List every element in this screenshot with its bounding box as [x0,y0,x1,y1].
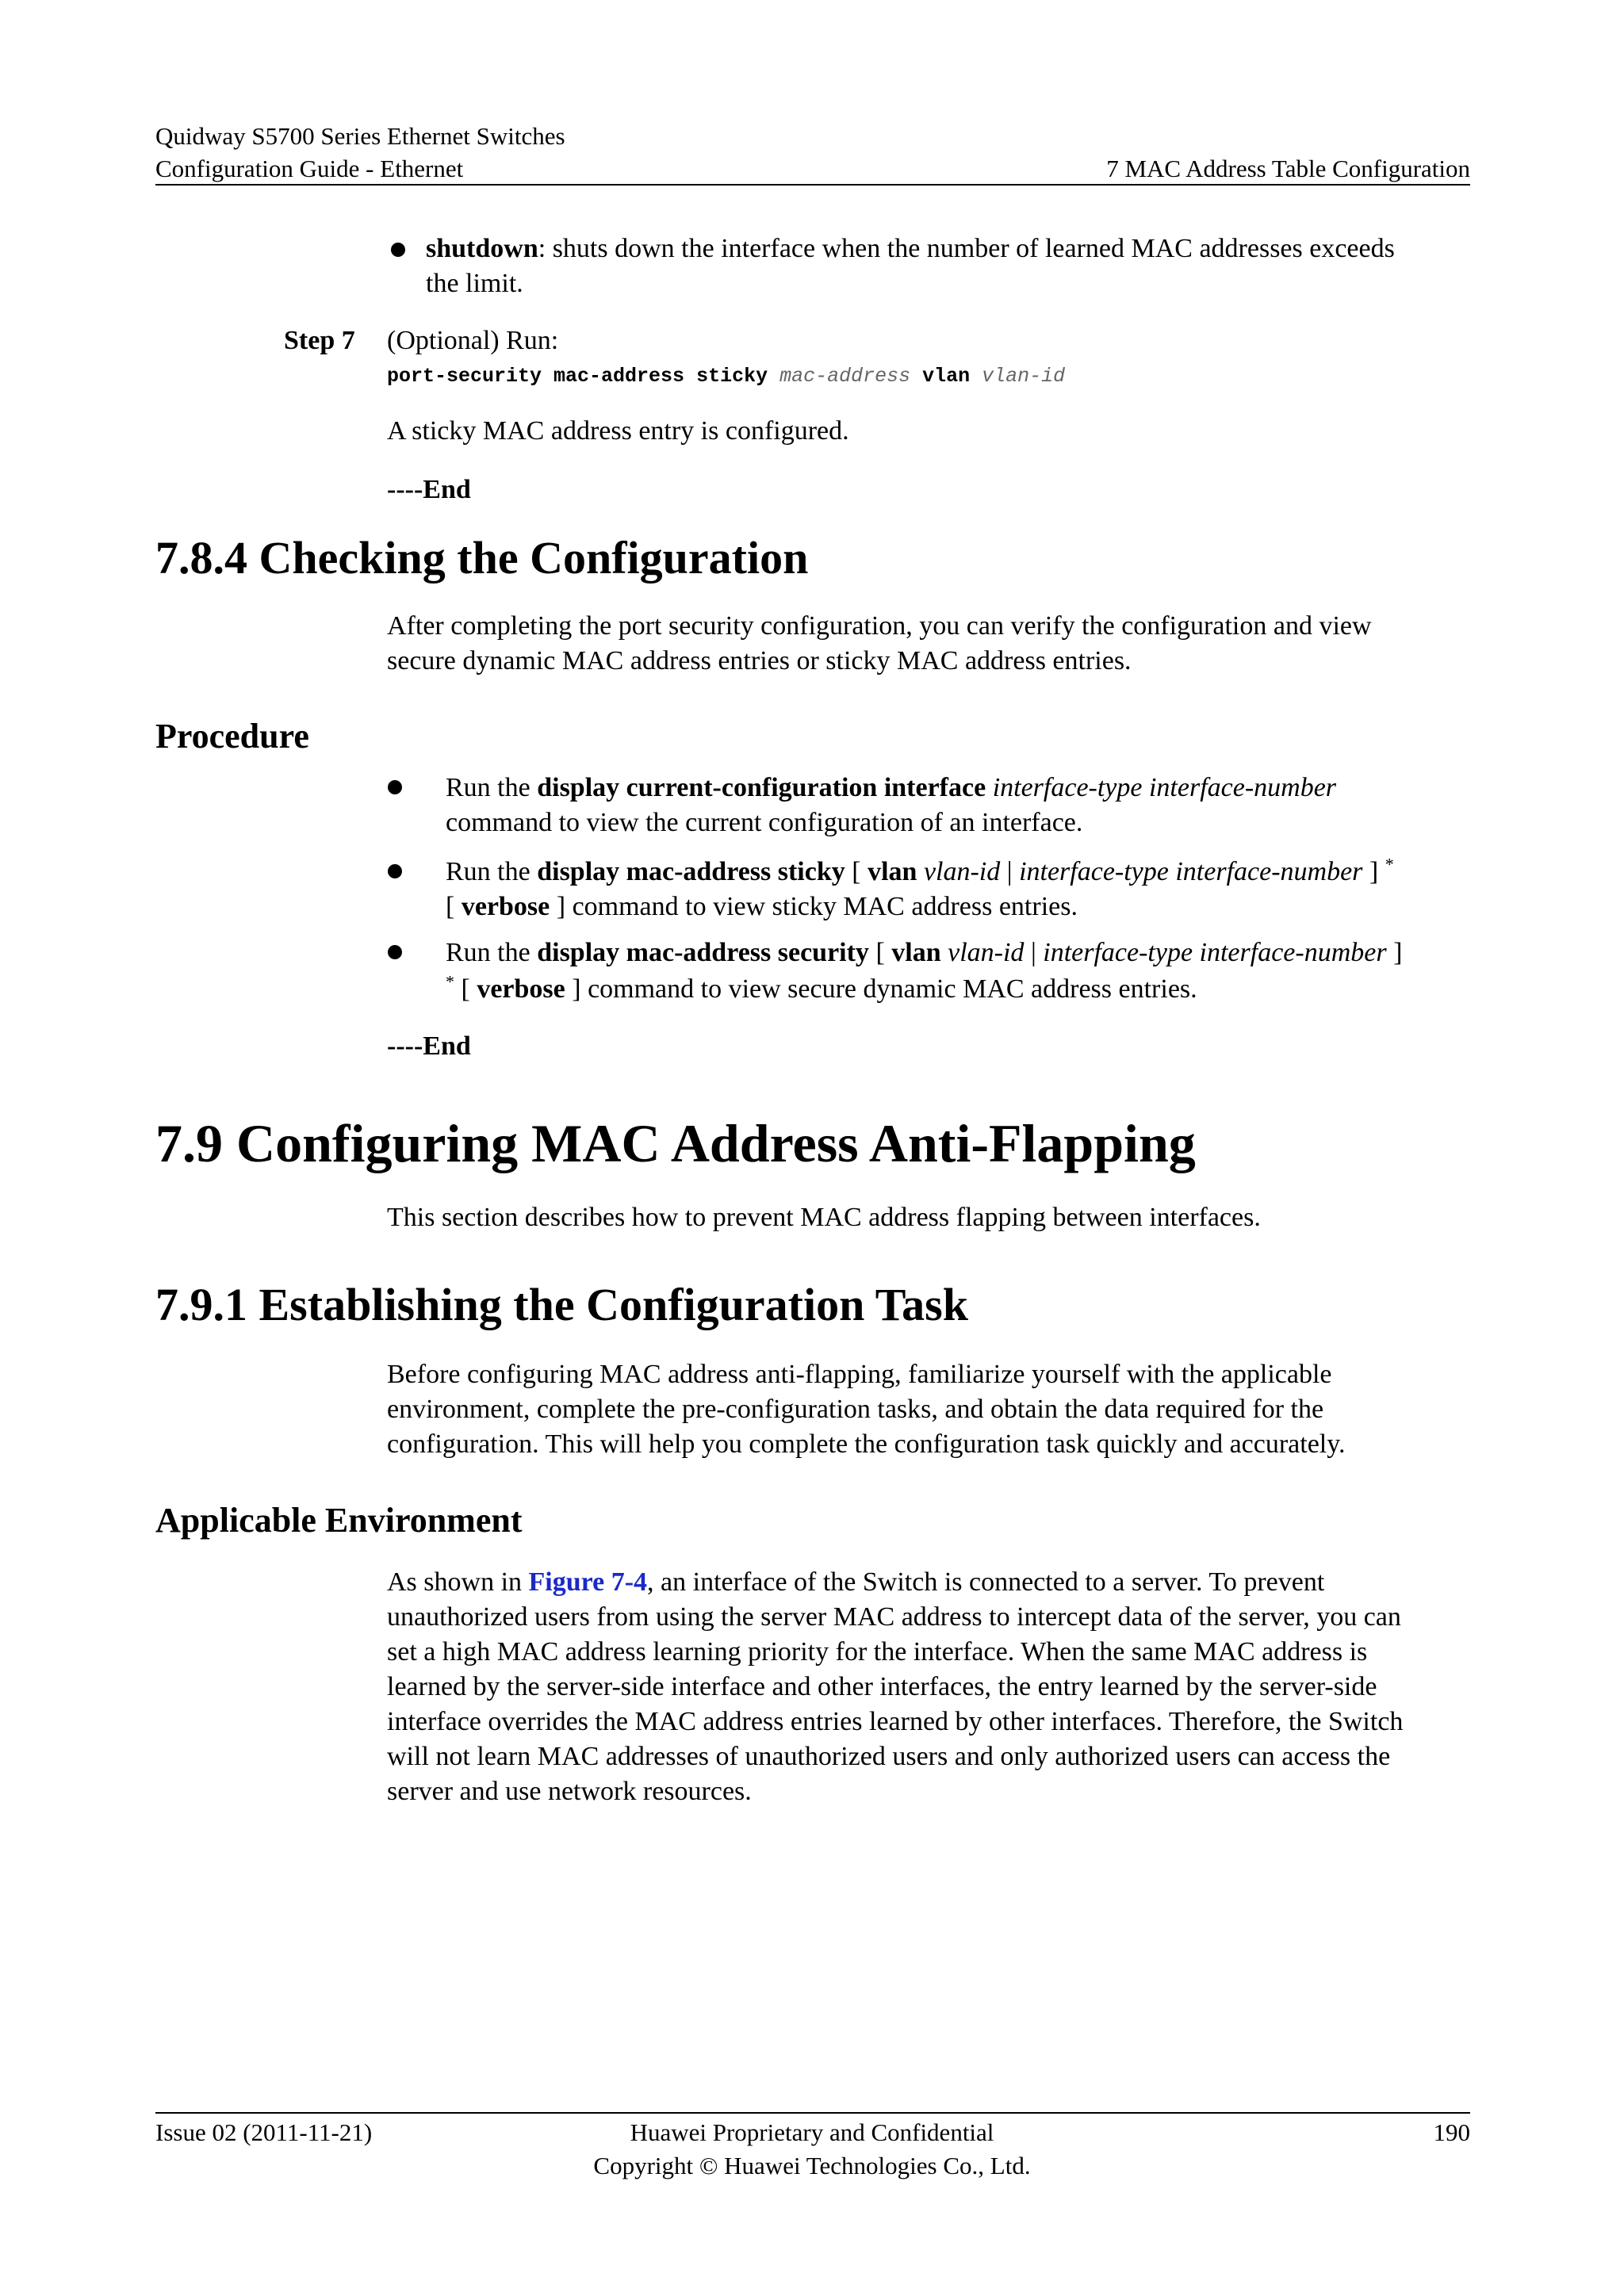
bullet-icon [391,243,405,257]
shutdown-keyword: shutdown [426,234,538,263]
environment-para-line6: will not learn MAC addresses of unauthorized users and only authorized users can access the [387,1742,1391,1771]
footer-issue: Issue 02 (2011-11-21) [155,2118,373,2146]
shutdown-bullet-line1: shutdown: shuts down the interface when the number of learned MAC addresses exceeds [426,234,1395,263]
environment-para-line2: unauthorized users from using the server MAC address to intercept data of the server, you can [387,1602,1401,1632]
environment-para-line7: server and use network resources. [387,1777,752,1806]
header-product-line: Quidway S5700 Series Ethernet Switches [155,122,565,150]
step-label: Step 7 [284,326,355,355]
footer-rule [155,2112,1470,2114]
environment-para-line3: set a high MAC address learning priority for the interface. When the same MAC address is [387,1637,1368,1667]
footer-page-number: 190 [1433,2118,1470,2146]
procedure-item-1-line2: command to view the current configuration of an interface. [446,808,1083,837]
header-rule [155,184,1470,186]
footer-copyright: Copyright © Huawei Technologies Co., Ltd. [593,2152,1031,2179]
command-line: port-security mac-address sticky mac-address vlan vlan-id [387,365,1066,388]
environment-para-line4: learned by the server-side interface and other interfaces, the entry learned by the server-side [387,1672,1377,1701]
section-784-intro-line2: secure dynamic MAC address entries or sticky MAC address entries. [387,646,1132,675]
procedure-item-3-line1: Run the display mac-address security [ vlan vlan-id | interface-type interface-number ] [446,938,1403,967]
section-791-para-line3: configuration. This will help you complete the configuration task quickly and accurately. [387,1429,1346,1459]
environment-para-line1: As shown in Figure 7-4, an interface of the Switch is connected to a server. To prevent [387,1567,1325,1597]
section-title-791: 7.9.1 Establishing the Configuration Task [155,1279,968,1330]
section-title-784: 7.8.4 Checking the Configuration [155,532,809,584]
section-791-para-line1: Before configuring MAC address anti-flapping, familiarize yourself with the applicable [387,1360,1332,1389]
procedure-item-2-line1: Run the display mac-address sticky [ vlan vlan-id | interface-type interface-number ] * [446,854,1394,886]
bullet-icon [388,780,402,794]
bullet-icon [388,864,402,878]
bullet-icon [388,945,402,959]
end-marker: ----End [387,1031,471,1061]
footer-confidential: Huawei Proprietary and Confidential [630,2118,994,2146]
applicable-environment-heading: Applicable Environment [155,1501,523,1540]
step-result: A sticky MAC address entry is configured. [387,416,849,446]
end-marker: ----End [387,475,471,504]
header-chapter-title: 7 MAC Address Table Configuration [1106,155,1470,182]
header-guide-title: Configuration Guide - Ethernet [155,155,464,182]
section-784-intro-line1: After completing the port security configuration, you can verify the configuration and view [387,611,1372,641]
shutdown-bullet-line2: the limit. [426,269,523,298]
environment-para-line5: interface overrides the MAC address entries learned by other interfaces. Therefore, the Switch [387,1707,1404,1736]
figure-7-4-link[interactable]: Figure 7-4 [528,1567,648,1597]
procedure-item-2-line2: [ verbose ] command to view sticky MAC address entries. [446,892,1078,921]
procedure-item-1-line1: Run the display current-configuration interface interface-type interface-number [446,773,1337,802]
section-791-para-line2: environment, complete the pre-configuration tasks, and obtain the data required for the [387,1395,1324,1424]
procedure-heading: Procedure [155,717,309,756]
step-text: (Optional) Run: [387,326,559,355]
section-title-79: 7.9 Configuring MAC Address Anti-Flapping [155,1113,1196,1173]
procedure-item-3-line2: * [ verbose ] command to view secure dynamic MAC address entries. [446,971,1197,1004]
section-79-intro: This section describes how to prevent MAC address flapping between interfaces. [387,1203,1261,1232]
